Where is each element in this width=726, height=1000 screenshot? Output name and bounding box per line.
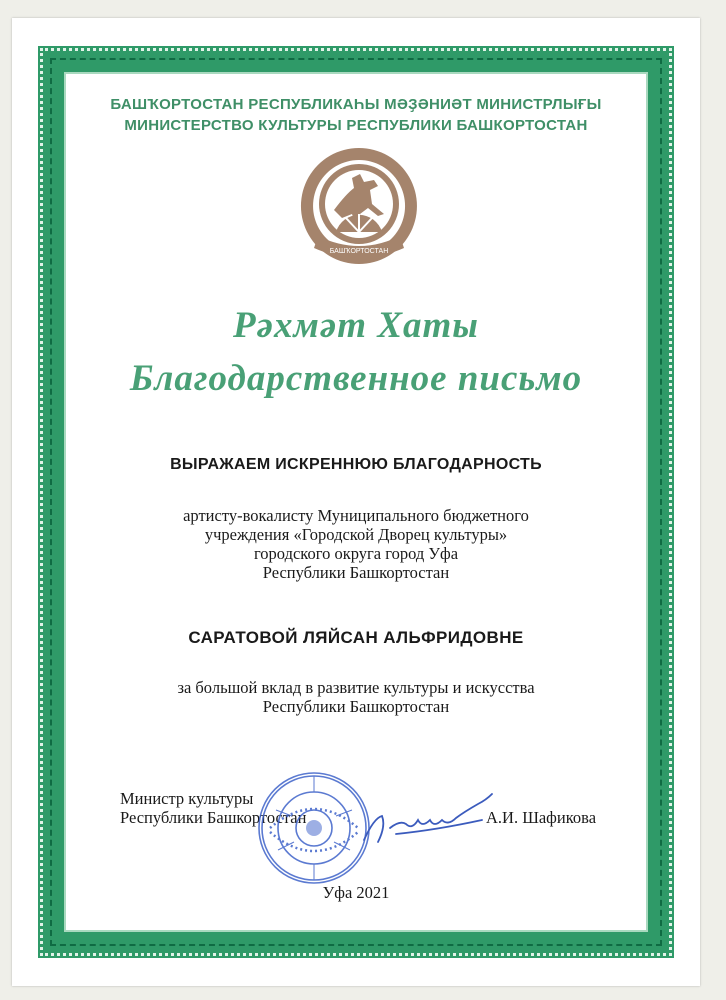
title-russian: Благодарственное письмо <box>129 358 583 399</box>
ministry-name-russian: МИНИСТЕРСТВО КУЛЬТУРЫ РЕСПУБЛИКИ БАШКОРТОСТАН <box>124 117 588 134</box>
coat-of-arms-bashkortostan-icon <box>294 144 424 270</box>
organization-line: артисту-вокалисту Муниципального бюджетного <box>183 506 529 525</box>
merit-line: за большой вклад в развитие культуры и искусства <box>177 678 535 697</box>
gratitude-heading: ВЫРАЖАЕМ ИСКРЕННЮЮ БЛАГОДАРНОСТЬ <box>170 456 542 473</box>
recipient-name: САРАТОВОЙ ЛЯЙСАН АЛЬФРИДОВНЕ <box>188 628 524 647</box>
certificate-page <box>12 18 700 986</box>
ministry-name-bashkir: БАШҠОРТОСТАН РЕСПУБЛИКАҺЫ МӘҘӘНИӘТ МИНИСТРЛЫҒЫ <box>110 96 602 113</box>
emblem-ribbon-text: БАШҠОРТОСТАН <box>329 248 389 255</box>
ornamental-border <box>38 46 674 958</box>
minister-name: А.И. Шафикова <box>486 808 597 827</box>
minister-title-line: Республики Башкортостан <box>120 808 307 827</box>
city-year: Уфа 2021 <box>322 883 390 902</box>
certificate-content <box>64 72 648 932</box>
organization-line: Республики Башкортостан <box>262 563 450 582</box>
merit-block <box>66 678 646 716</box>
ministry-header <box>66 94 646 136</box>
merit-line: Республики Башкортостан <box>262 697 450 716</box>
title-bashkir: Рәхмәт Хаты <box>233 305 479 346</box>
organization-line: учреждения «Городской Дворец культуры» <box>204 525 508 544</box>
official-seal-icon <box>256 770 372 886</box>
handwritten-signature-icon <box>356 790 496 850</box>
organization-block <box>66 506 646 582</box>
minister-title-line: Министр культуры <box>120 789 254 808</box>
organization-line: городского округа город Уфа <box>253 544 459 563</box>
